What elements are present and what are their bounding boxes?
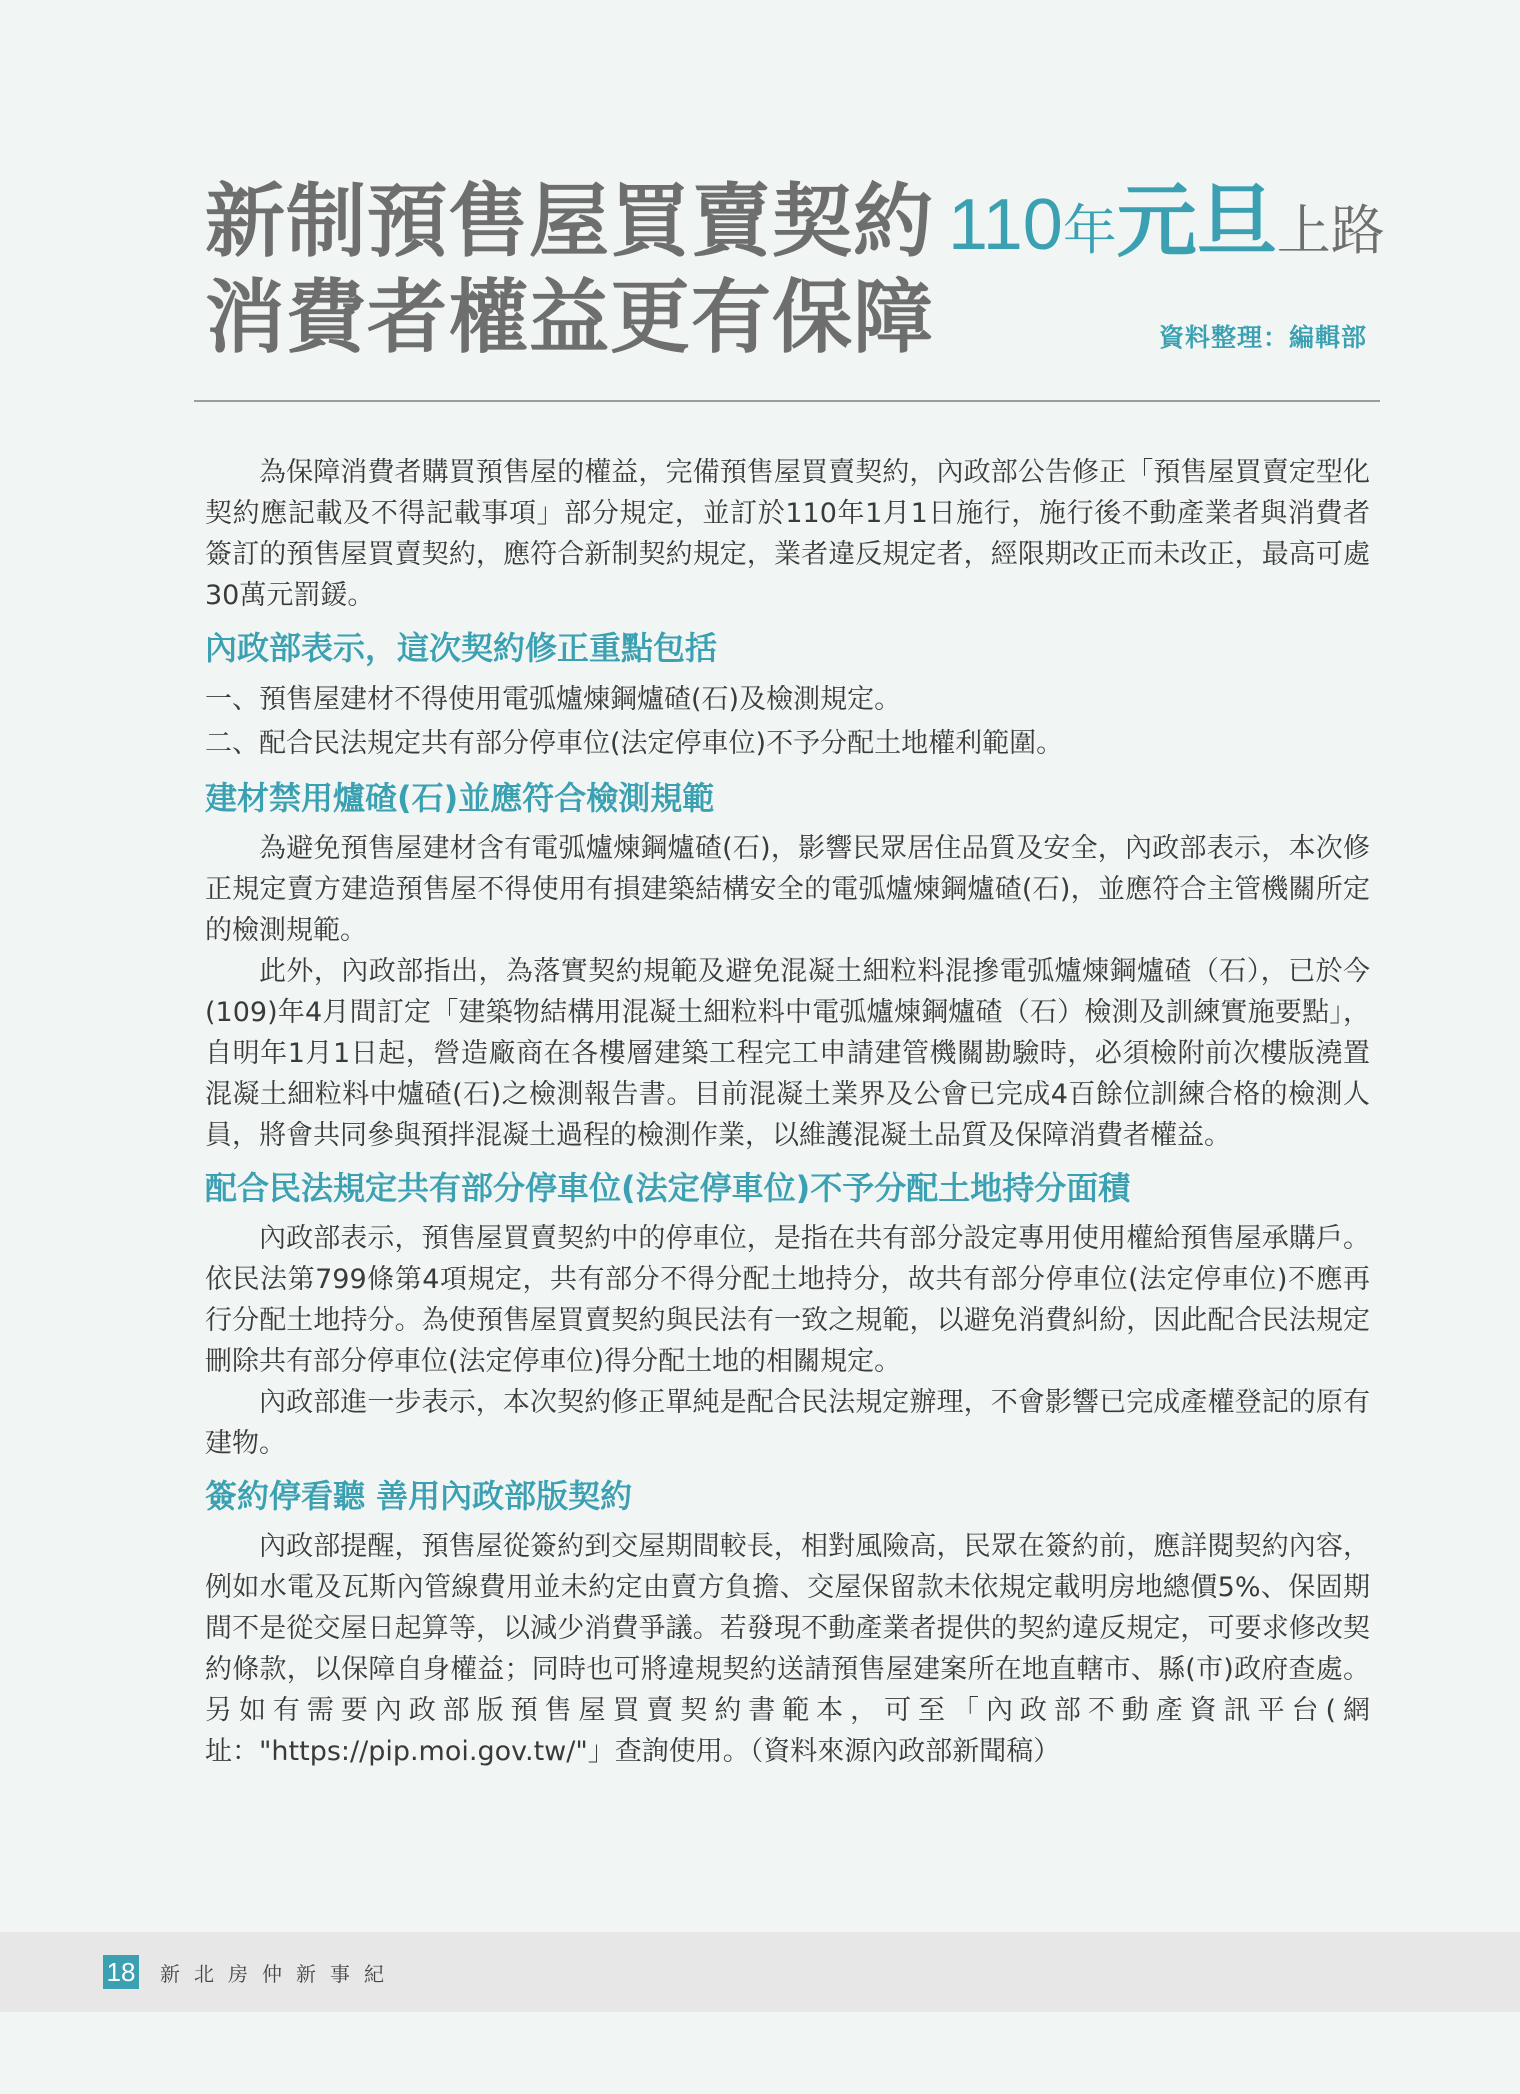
section-heading: 簽約停看聽 善用內政部版契約 bbox=[205, 1477, 633, 1515]
list-item: 一、預售屋建材不得使用電弧爐煉鋼爐碴(石)及檢測規定。 bbox=[205, 684, 902, 715]
headline-end: 上路 bbox=[1276, 199, 1385, 262]
title-divider bbox=[194, 400, 1380, 402]
list-item: 二、配合民法規定共有部分停車位(法定停車位)不予分配土地權利範圍。 bbox=[205, 728, 1064, 759]
headline-year: 年 bbox=[1062, 199, 1117, 262]
intro-paragraph: 為保障消費者購買預售屋的權益，完備預售屋買賣契約，內政部公告修正「預售屋買賣定型化契約應記載及不得記載事項」部分規定，並訂於110年1月1日施行，施行後不動產業者與消費者簽訂的預售屋買賣契約，應符合新制契約規定，業者違反規定者，經限期改正而未改正，最高可處30萬元罰鍰。 bbox=[205, 457, 1370, 611]
article-body bbox=[205, 452, 1370, 1772]
headline-number: 110 bbox=[948, 185, 1063, 265]
headline-line-2: 消費者權益更有保障 bbox=[205, 271, 934, 364]
compiler-credit: 資料整理：編輯部 bbox=[1158, 323, 1367, 352]
page-number: 18 bbox=[103, 1955, 139, 1989]
headline-line-1 bbox=[205, 175, 1385, 268]
body-paragraph: 內政部進一步表示，本次契約修正單純是配合民法規定辦理，不會影響已完成產權登記的原有建物。 bbox=[205, 1387, 1370, 1459]
headline-main: 新制預售屋買賣契約 bbox=[205, 175, 934, 268]
section-heading: 配合民法規定共有部分停車位(法定停車位)不予分配土地持分面積 bbox=[205, 1169, 1131, 1207]
section-heading: 建材禁用爐碴(石)並應符合檢測規範 bbox=[205, 779, 715, 817]
body-paragraph: 內政部提醒，預售屋從簽約到交屋期間較長，相對風險高，民眾在簽約前，應詳閱契約內容，例如水電及瓦斯內管線費用並未約定由賣方負擔、交屋保留款未依規定載明房地總價5%、保固期間不是從交屋日起算等，以減少消費爭議。若發現不動產業者提供的契約違反規定，可要求修改契約條款，以保障自身權益；同時也可將違規契約送請預售屋建案所在地直轄市、縣(市)政府查處。另如有需要內政部版預售屋買賣契約書範本，可至「內政部不動產資訊平台(網址："https://pip.moi.gov.tw/"」查詢使用。（資料來源內政部新聞稿） bbox=[205, 1531, 1370, 1767]
magazine-name: 新北房仲新事紀 bbox=[160, 1962, 398, 1986]
body-paragraph: 為避免預售屋建材含有電弧爐煉鋼爐碴(石)，影響民眾居住品質及安全，內政部表示，本次修正規定賣方建造預售屋不得使用有損建築結構安全的電弧爐煉鋼爐碴(石)，並應符合主管機關所定的檢測規範。 bbox=[205, 833, 1370, 946]
body-paragraph: 此外，內政部指出，為落實契約規範及避免混凝土細粒料混摻電弧爐煉鋼爐碴（石），已於今(109)年4月間訂定「建築物結構用混凝土細粒料中電弧爐煉鋼爐碴（石）檢測及訓練實施要點」，自明年1月1日起，營造廠商在各樓層建築工程完工申請建管機關勘驗時，必須檢附前次樓版澆置混凝土細粒料中爐碴(石)之檢測報告書。目前混凝土業界及公會已完成4百餘位訓練合格的檢測人員，將會共同參與預拌混凝土過程的檢測作業，以維護混凝土品質及保障消費者權益。 bbox=[205, 956, 1370, 1151]
section-heading: 內政部表示，這次契約修正重點包括 bbox=[205, 629, 718, 667]
body-paragraph: 內政部表示，預售屋買賣契約中的停車位，是指在共有部分設定專用使用權給預售屋承購戶。依民法第799條第4項規定，共有部分不得分配土地持分，故共有部分停車位(法定停車位)不應再行分配土地持分。為使預售屋買賣契約與民法有一致之規範，以避免消費糾紛，因此配合民法規定刪除共有部分停車位(法定停車位)得分配土地的相關規定。 bbox=[205, 1223, 1370, 1377]
headline-new-year: 元旦 bbox=[1116, 175, 1277, 268]
